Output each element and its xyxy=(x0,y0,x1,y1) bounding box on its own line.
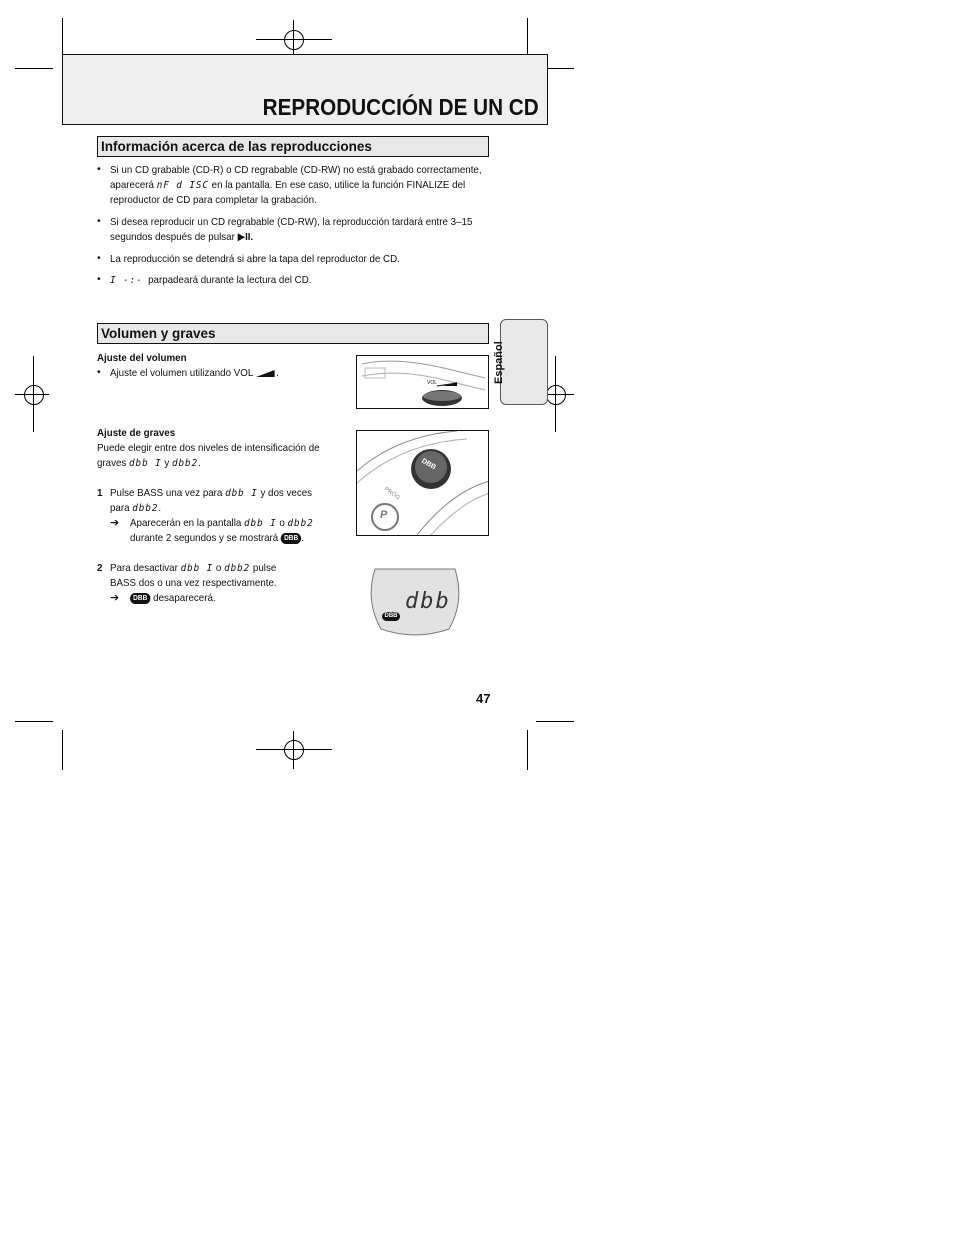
bullet-marker: • xyxy=(97,366,101,378)
text-line: para dbb2. xyxy=(110,502,162,514)
dbb-button-illustration xyxy=(357,431,489,536)
text-line: Si un CD grabable (CD-R) o CD regrabable (CD-RW) no está grabado correctamente, xyxy=(110,164,482,176)
text-line: BASS dos o una vez respectivamente. xyxy=(110,577,277,589)
step-2-result: DBB desaparecerá. xyxy=(130,591,316,606)
lcd-text: dbb I xyxy=(244,518,277,529)
volume-subheading: Ajuste del volumen xyxy=(97,352,187,364)
dbb-button-label: DBB xyxy=(420,457,437,472)
p-button-label: P xyxy=(380,509,388,521)
page-number: 47 xyxy=(476,691,491,706)
text-line: Aparecerán en la pantalla dbb I o dbb2 xyxy=(130,517,314,529)
lcd-text: dbb I xyxy=(225,488,258,499)
lcd-text: dbb2 xyxy=(171,458,199,469)
lcd-text: dbb2 xyxy=(224,563,251,574)
section-heading-info xyxy=(97,136,489,157)
lcd-readout: dbb xyxy=(405,589,451,614)
bass-description xyxy=(97,441,330,471)
lcd-text: dbb2 xyxy=(132,503,159,514)
dbb-badge-icon: DBB xyxy=(130,593,150,604)
step-2 xyxy=(110,561,333,591)
text-line: Pulse BASS una vez para dbb I y dos veces xyxy=(110,487,313,499)
section-heading-text: Volumen y graves xyxy=(101,326,216,341)
language-tab xyxy=(493,319,548,405)
volume-ramp-icon xyxy=(256,369,276,378)
arrow-icon: ➔ xyxy=(110,592,120,604)
bullet-marker: • xyxy=(97,273,101,285)
player-side-illustration xyxy=(357,356,489,409)
text-line: Para desactivar dbb I o dbb2 pulse xyxy=(110,562,277,574)
section-heading-text: Información acerca de las reproducciones xyxy=(101,139,372,154)
arrow-icon: ➔ xyxy=(110,517,120,529)
bullet-marker: • xyxy=(97,215,101,227)
lcd-text: dbb I xyxy=(180,563,214,574)
text-line: Si desea reproducir un CD regrabable (CD-RW), la reproducción tardará entre 3–15 xyxy=(110,216,473,228)
step-1 xyxy=(110,486,333,516)
page-title: REPRODUCCIÓN DE UN CD xyxy=(262,94,539,120)
step-number: 2 xyxy=(97,562,103,574)
bullet-marker: • xyxy=(97,252,101,264)
step-1-result xyxy=(130,516,344,546)
language-tab-label: Español xyxy=(493,341,505,384)
volume-instruction: Ajuste el volumen utilizando VOL . xyxy=(110,367,279,379)
title-box xyxy=(62,54,548,125)
section-heading-volume xyxy=(97,323,489,344)
text-line: aparecerá nF d ISC en la pantalla. En ese caso, utilice la función FINALIZE del xyxy=(110,179,466,191)
text-line: graves dbb I y dbb2. xyxy=(97,457,201,469)
lcd-text: I -:- xyxy=(110,275,143,286)
text-line: Puede elegir entre dos niveles de intensificación de xyxy=(97,442,320,454)
play-pause-symbol: ▶II. xyxy=(237,231,254,243)
bass-subheading: Ajuste de graves xyxy=(97,427,176,439)
lcd-text: dbb I xyxy=(129,458,162,469)
lcd-text: nF d ISC xyxy=(156,180,209,191)
dbb-badge-icon: DBB xyxy=(281,533,301,544)
text-line: segundos después de pulsar ▶II. xyxy=(110,231,254,243)
figure-lcd-display xyxy=(369,565,461,637)
step-number: 1 xyxy=(97,487,103,499)
text-line: durante 2 segundos y se mostrará DBB . xyxy=(130,532,305,544)
lcd-text: dbb2 xyxy=(287,518,314,529)
bullet-blink-info: I -:- parpadeará durante la lectura del CD. xyxy=(110,274,312,286)
prog-label: PROG xyxy=(382,486,401,502)
figure-dbb-button xyxy=(356,430,489,536)
text-line: reproductor de CD para completar la grabación. xyxy=(110,194,317,206)
bullet-marker: • xyxy=(97,163,101,175)
bullet-lid-info: La reproducción se detendrá si abre la tapa del reproductor de CD. xyxy=(110,253,400,265)
dbb-badge-icon: DBB xyxy=(382,612,400,621)
vol-label: VOL xyxy=(427,380,438,386)
bullet-cdr-info xyxy=(110,163,482,208)
figure-volume-wheel xyxy=(356,355,489,409)
bullet-cdrw-info xyxy=(110,215,482,245)
